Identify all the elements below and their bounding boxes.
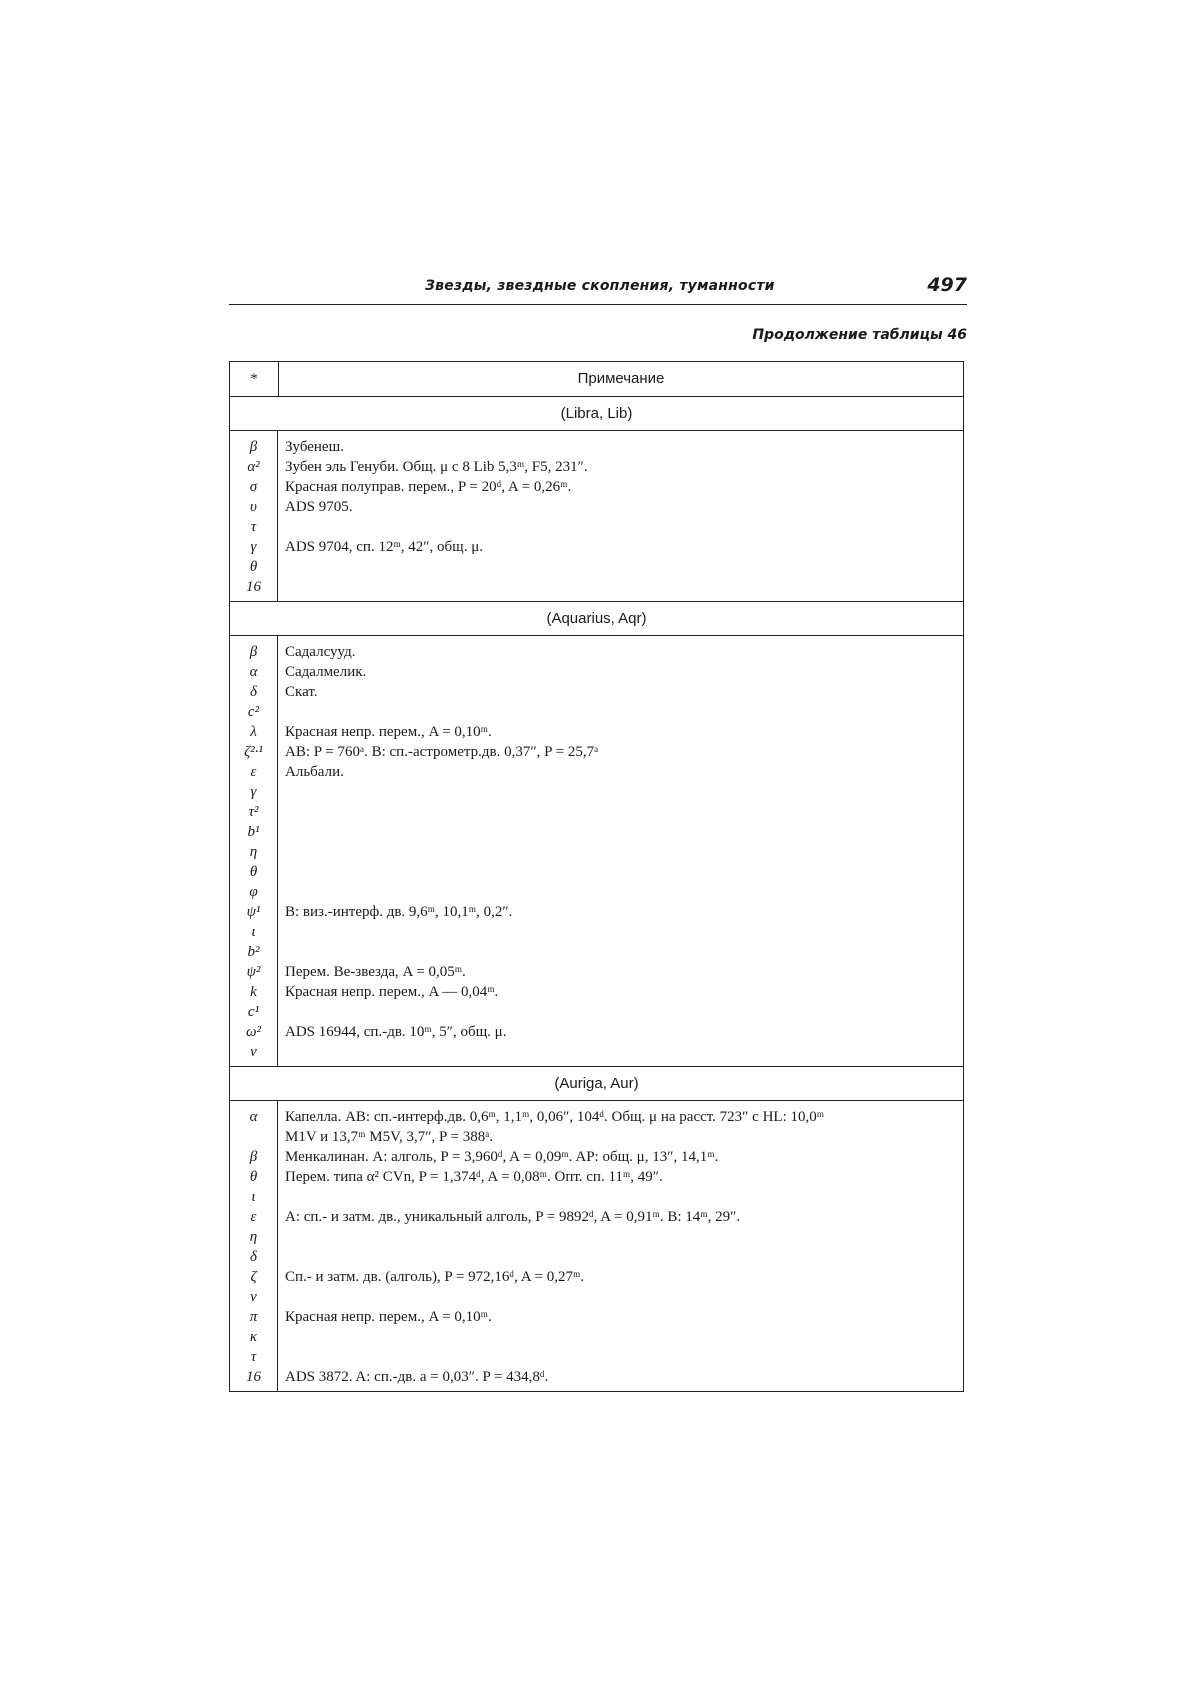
star-note: ADS 16944, сп.-дв. 10ᵐ, 5″, общ. μ. (285, 1024, 507, 1040)
star-note: ADS 9704, сп. 12ᵐ, 42″, общ. μ. (285, 539, 483, 555)
star-note (285, 842, 963, 862)
table-caption: Продолжение таблицы 46 (752, 327, 967, 343)
star-note: Красная непр. перем., A = 0,10ᵐ. (285, 724, 492, 740)
star-designation: π (249, 1309, 258, 1325)
star-note (285, 1287, 963, 1307)
star-designation: α (249, 664, 258, 680)
star-note: Садалмелик. (285, 664, 367, 680)
star-designation: υ (250, 499, 257, 515)
note-column (278, 636, 963, 1066)
star-designation: τ (250, 519, 257, 535)
column-header-note: Примечание (577, 370, 665, 387)
constellation-block (230, 431, 963, 602)
star-designation: ι (251, 1189, 256, 1205)
star-note (285, 1347, 963, 1367)
star-note: B: виз.-интерф. дв. 9,6ᵐ, 10,1ᵐ, 0,2″. (285, 904, 513, 920)
star-designation: δ (250, 684, 257, 700)
star-designation: ε (250, 1209, 257, 1225)
star-designation: θ (249, 1169, 258, 1185)
star-designation: τ² (248, 804, 259, 820)
constellation-block (230, 636, 963, 1067)
star-note: Сп.- и затм. дв. (алголь), P = 972,16ᵈ, A = 0,27ᵐ. (285, 1269, 585, 1285)
star-designation: c¹ (247, 1004, 260, 1020)
star-note (285, 1327, 963, 1347)
star-note (285, 1002, 963, 1022)
running-title: Звезды, звездные скопления, туманности (425, 278, 775, 294)
constellation-block (230, 1101, 963, 1391)
star-note: Красная непр. перем., A = 0,10ᵐ. (285, 1309, 492, 1325)
star-designation: c² (247, 704, 260, 720)
star-designation: η (249, 844, 258, 860)
star-designation-spacer (230, 1127, 277, 1147)
star-designation: ψ¹ (246, 904, 261, 920)
star-note (285, 862, 963, 882)
star-designation: δ (250, 1249, 257, 1265)
star-note: ADS 9705. (285, 499, 353, 515)
star-designation: ψ² (246, 964, 261, 980)
star-designation: β (249, 439, 258, 455)
star-note (285, 922, 963, 942)
star-designation: 16 (246, 579, 261, 595)
star-designation: ν (250, 1289, 257, 1305)
star-designation: θ (249, 864, 258, 880)
star-note: Красная полуправ. перем., P = 20ᵈ, A = 0,26ᵐ. (285, 479, 572, 495)
column-header-star: * (230, 362, 279, 396)
star-note (285, 942, 963, 962)
star-note (285, 702, 963, 722)
constellation-row (230, 397, 963, 431)
star-designation: θ (249, 559, 258, 575)
star-note: Зубенеш. (285, 439, 344, 455)
page-number: 497 (927, 274, 967, 296)
constellation-row (230, 602, 963, 636)
star-designation: κ (249, 1329, 258, 1345)
star-note: Перем. Be-звезда, A = 0,05ᵐ. (285, 964, 466, 980)
note-column (278, 1101, 963, 1391)
star-note: Менкалинан. A: алголь, P = 3,960ᵈ, A = 0,09ᵐ. AP: общ. μ, 13″, 14,1ᵐ. (285, 1149, 719, 1165)
star-designation: γ (250, 784, 257, 800)
star-column (230, 431, 278, 601)
star-designation: k (250, 984, 257, 1000)
constellation-title: (Aquarius, Aqr) (546, 610, 647, 627)
star-designation: τ (250, 1349, 257, 1365)
stars-table (229, 361, 964, 1392)
star-designation: α² (247, 459, 260, 475)
star-note (285, 577, 963, 597)
star-note: Скат. (285, 684, 318, 700)
star-designation: b² (247, 944, 260, 960)
star-note (285, 802, 963, 822)
note-column (278, 431, 963, 601)
star-designation: β (249, 1149, 258, 1165)
star-column (230, 636, 278, 1066)
star-note (285, 1042, 963, 1062)
star-note (285, 822, 963, 842)
star-designation: ι (251, 924, 256, 940)
star-note (285, 782, 963, 802)
star-designation: φ (249, 884, 258, 900)
page-header (229, 274, 967, 305)
star-designation: β (249, 644, 258, 660)
star-column (230, 1101, 278, 1391)
star-designation: γ (250, 539, 257, 555)
table-body (230, 397, 963, 1391)
star-designation: ω² (245, 1024, 262, 1040)
star-note: Перем. типа α² CVn, P = 1,374ᵈ, A = 0,08ᵐ. Опт. сп. 11ᵐ, 49″. (285, 1169, 663, 1185)
star-designation: α (249, 1109, 258, 1125)
star-note (285, 517, 963, 537)
star-note: ADS 3872. A: сп.-дв. a = 0,03″. P = 434,8ᵈ. (285, 1369, 549, 1385)
constellation-title: (Auriga, Aur) (554, 1075, 639, 1092)
star-note (285, 1187, 963, 1207)
constellation-title: (Libra, Lib) (560, 405, 633, 422)
star-designation: λ (250, 724, 257, 740)
star-note: Капелла. AB: сп.-интерф.дв. 0,6ᵐ, 1,1ᵐ, 0,06″, 104ᵈ. Общ. μ на расст. 723″ с HL: 10,0ᵐ (285, 1109, 825, 1125)
star-designation: η (249, 1229, 258, 1245)
constellation-row (230, 1067, 963, 1101)
star-note: Альбали. (285, 764, 344, 780)
star-note: Зубен эль Генуби. Общ. μ с 8 Lib 5,3ᵐ, F5, 231″. (285, 459, 588, 475)
star-designation: ε (250, 764, 257, 780)
star-note-continued: M1V и 13,7ᵐ M5V, 3,7″, P = 388ᵃ. (285, 1129, 494, 1145)
star-designation: ν (250, 1044, 257, 1060)
star-designation: ζ (250, 1269, 257, 1285)
star-designation: 16 (246, 1369, 261, 1385)
star-note (285, 557, 963, 577)
star-note (285, 1227, 963, 1247)
table-header-row (230, 362, 963, 397)
star-note: AB: P = 760ᵃ. B: сп.-астрометр.дв. 0,37″, P = 25,7ᵃ (285, 744, 599, 760)
star-note (285, 882, 963, 902)
star-note (285, 1247, 963, 1267)
star-designation: ζ²·¹ (244, 744, 263, 760)
star-note: Садалсууд. (285, 644, 356, 660)
star-designation: σ (249, 479, 258, 495)
star-note: A: сп.- и затм. дв., уникальный алголь, P = 9892ᵈ, A = 0,91ᵐ. B: 14ᵐ, 29″. (285, 1209, 741, 1225)
star-designation: b¹ (247, 824, 260, 840)
star-note: Красная непр. перем., A — 0,04ᵐ. (285, 984, 499, 1000)
